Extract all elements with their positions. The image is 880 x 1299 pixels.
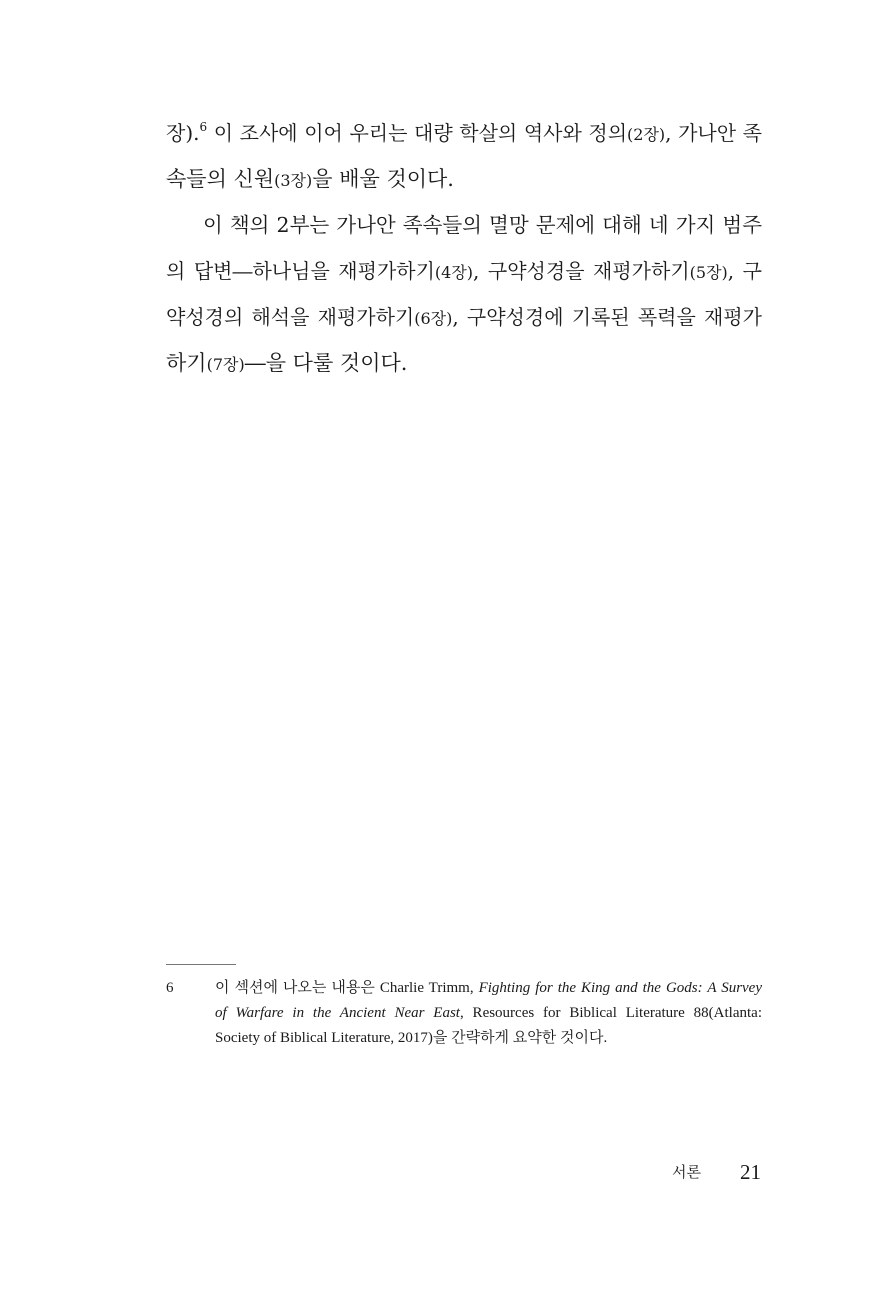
footnote-reference[interactable]: 6: [199, 120, 208, 134]
text-line: 장).$^6$ 이 조사에 이어 우리는 대량 학살의 역사와 정의(2장), 가나안 족: [166, 120, 762, 145]
footnote-number: 6: [166, 980, 174, 996]
page-number: 21: [740, 1160, 761, 1184]
text-line: 의 답변―하나님을 재평가하기(4장), 구약성경을 재평가하기(5장), 구: [166, 259, 762, 283]
footnote-line: of Warfare in the Ancient Near East, Resources for Biblical Literature 88(Atlanta:: [215, 1005, 762, 1021]
text-line: 약성경의 해석을 재평가하기(6장), 구약성경에 기록된 폭력을 재평가: [166, 305, 762, 329]
text-line: 하기(7장)―을 다룰 것이다.: [166, 351, 408, 375]
running-footer-section: 서론: [672, 1163, 701, 1181]
footnote-line: 이 섹션에 나오는 내용은 Charlie Trimm, Fighting for the King and the Gods: A Survey: [215, 980, 762, 996]
text-line: 이 책의 2부는 가나안 족속들의 멸망 문제에 대해 네 가지 범주: [203, 213, 762, 237]
text-line: 속들의 신원(3장)을 배울 것이다.: [166, 167, 454, 191]
footnote-line: Society of Biblical Literature, 2017)을 간략하게 요약한 것이다.: [215, 1030, 608, 1046]
footnote-divider: [166, 964, 236, 965]
